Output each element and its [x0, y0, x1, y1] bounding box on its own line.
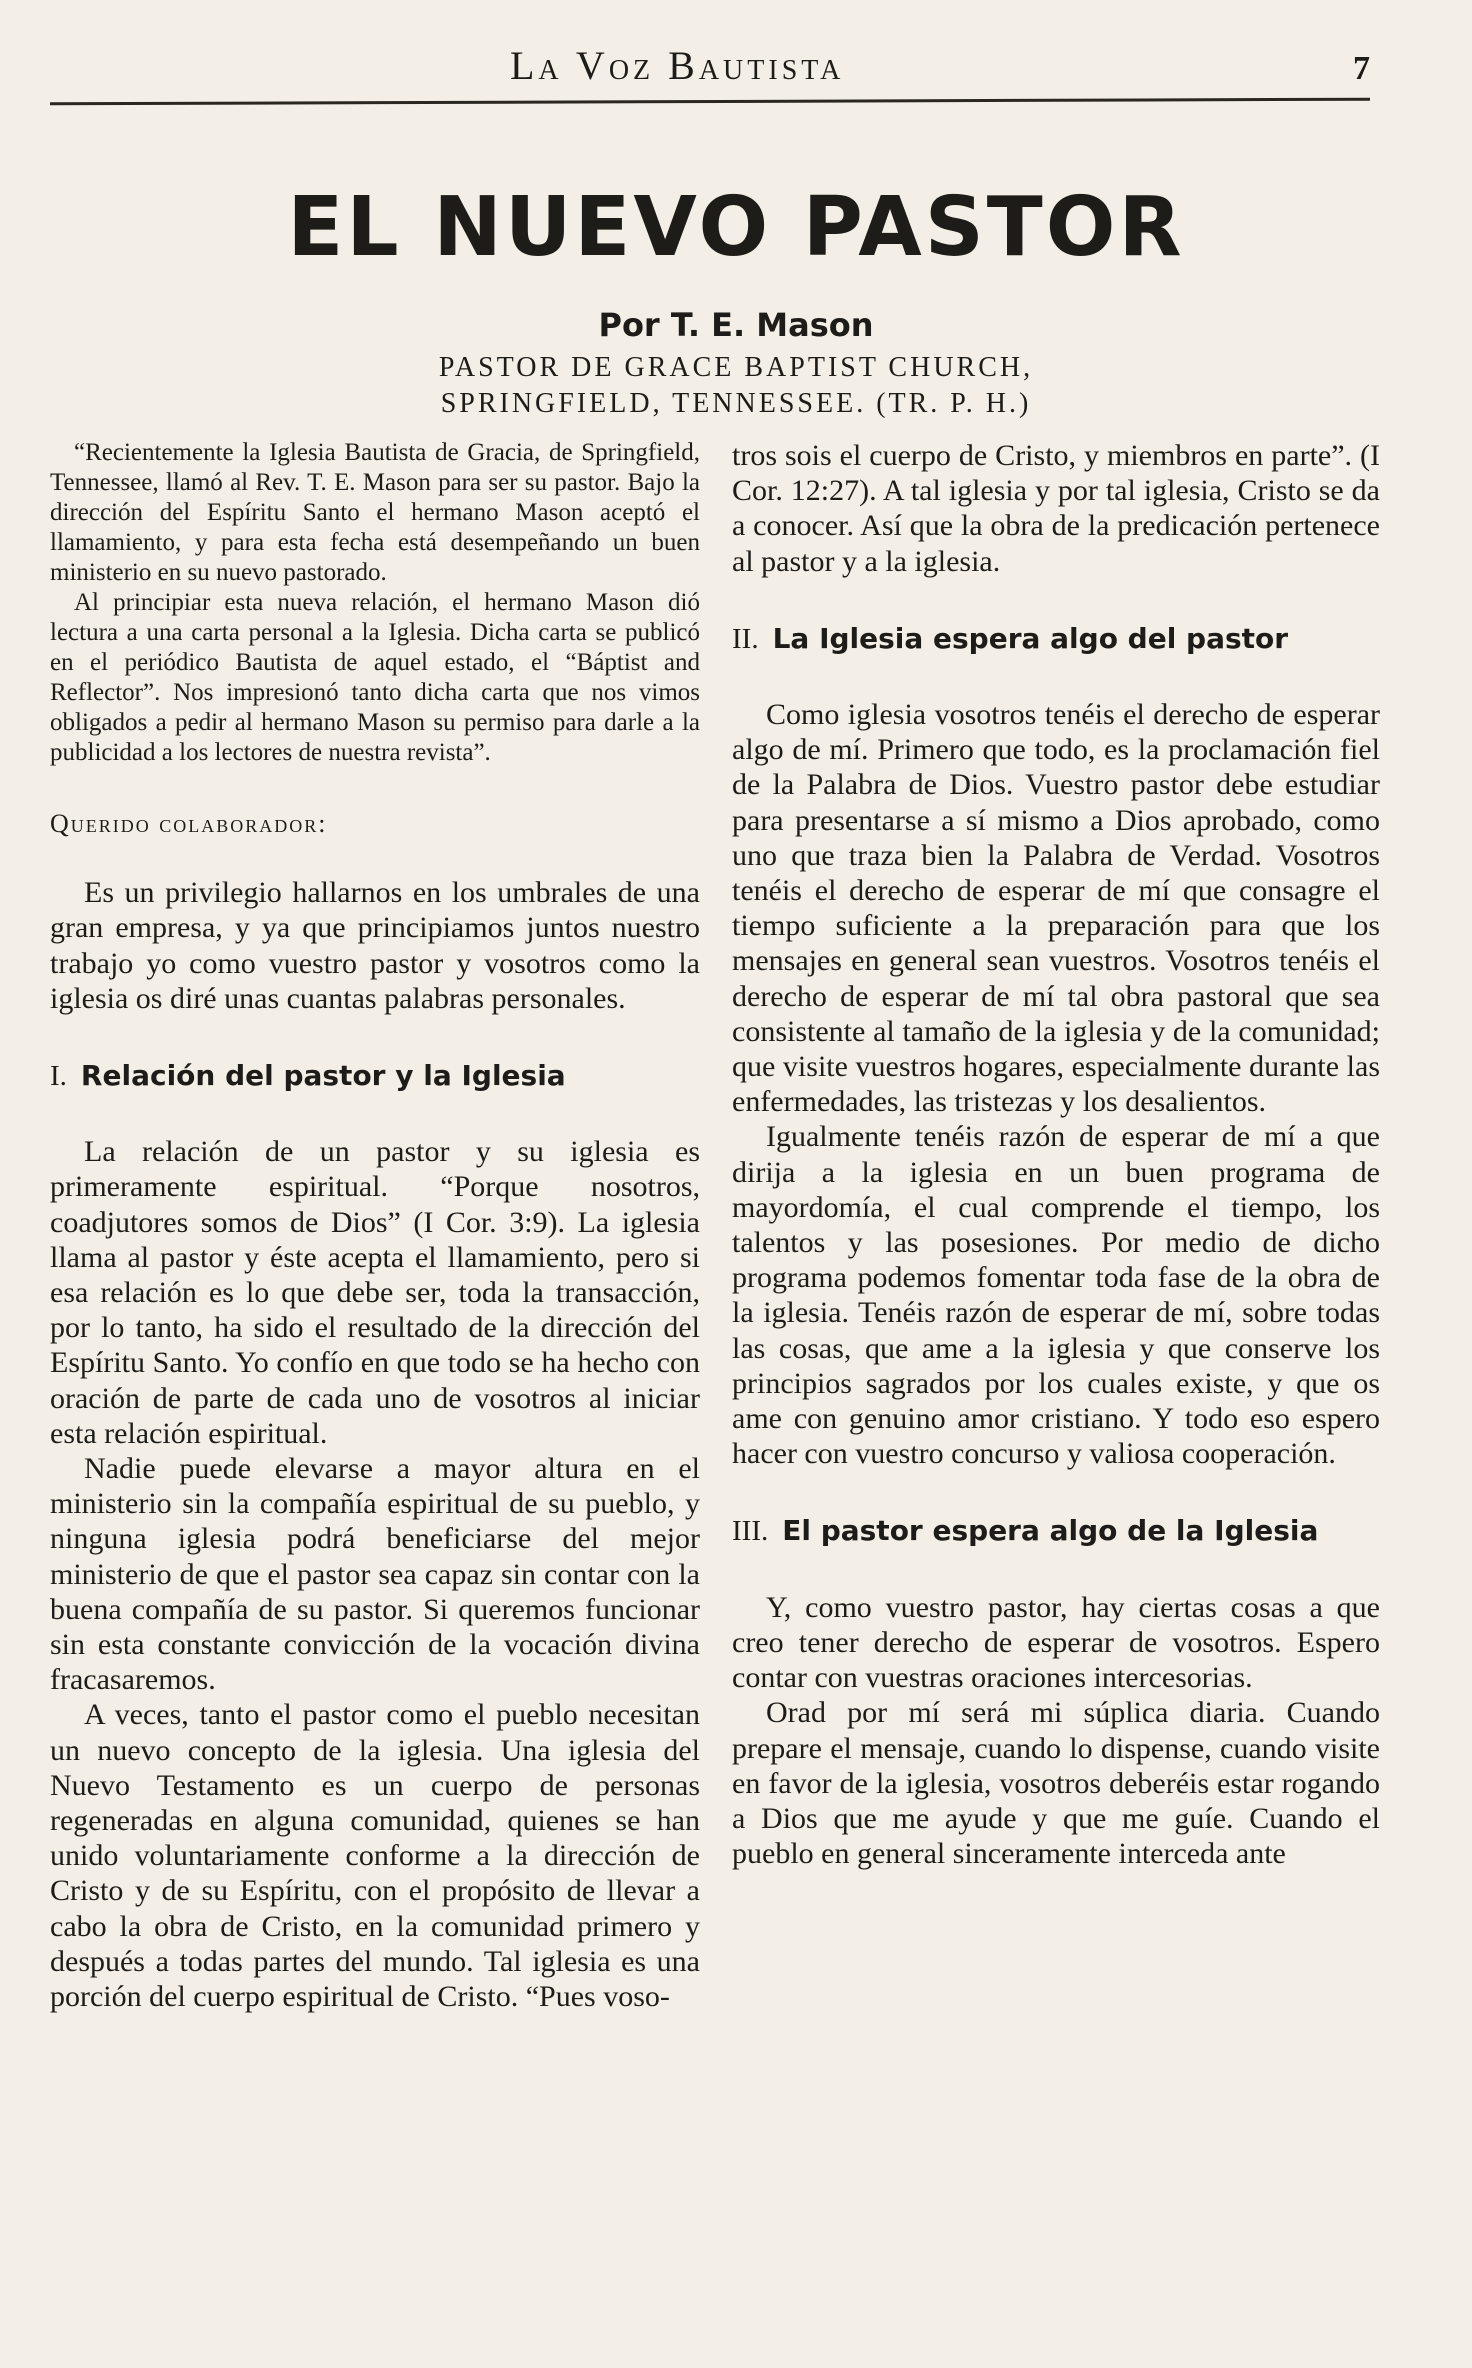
body-paragraph: Y, como vuestro pastor, hay ciertas cosas a que creo tener derecho de esperar de vosotros. Espero contar con vuestras oraciones intercesorias. [732, 1590, 1380, 1695]
body-paragraph-continued: tros sois el cuerpo de Cristo, y miembros en parte”. (I Cor. 12:27). A tal iglesia y por tal iglesia, Cristo se da a conocer. Así que la obra de la predicación pertenece al pastor y a la iglesia. [732, 439, 1380, 578]
intro-paragraph: “Recientemente la Iglesia Bautista de Gracia, de Springfield, Tennessee, llamó al Rev. T. E. Mason para ser su pastor. Bajo la dirección del Espíritu Santo el hermano Mason aceptó el llamamiento, y para esta fecha está desempeñando un buen ministerio en su nuevo pastorado. [50, 439, 700, 586]
running-title: La Voz Bautista [510, 43, 845, 88]
body-paragraph: A veces, tanto el pastor como el pueblo necesitan un nuevo concepto de la iglesia. Una iglesia del Nuevo Testamento es un cuerpo de personas regeneradas en alguna comunidad, quienes se han unido voluntariamente conforme a la dirección de Cristo y de su Espíritu, con el propósito de llevar a cabo la obra de Cristo, en la comunidad primero y después a todas partes del mundo. Tal iglesia es una porción del cuerpo espiritual de Cristo. “Pues voso- [50, 1698, 700, 2014]
section-heading [50, 1058, 700, 1094]
body-paragraph: Nadie puede elevarse a mayor altura en el ministerio sin la compañía espiritual de su pueblo, y ninguna iglesia podrá beneficiarse del mejor ministerio de que el pastor sea capaz sin contar con la buena compañía de su pastor. Si queremos funcionar sin esta constante convicción de la vocación divina fracasaremos. [50, 1452, 700, 1697]
body-paragraph: Igualmente tenéis razón de esperar de mí a que dirija a la iglesia en un buen programa de mayordomía, el cual comprende el tiempo, los talentos y las posesiones. Por medio de dicho programa podemos fomentar toda fase de la obra de la iglesia. Tenéis razón de esperar de mí, sobre todas las cosas, que ame a la iglesia y que conserve los principios sagrados por los cuales existe, y que os ame con genuino amor cristiano. Y todo eso espero hacer con vuestro concurso y valiosa cooperación. [732, 1120, 1380, 1471]
body-paragraph: La relación de un pastor y su iglesia es primeramente espiritual. “Porque nosotros, coadjutores somos de Dios” (I Cor. 3:9). La iglesia llama al pastor y éste acepta el llamamiento, pero si esa relación es lo que debe ser, toda la transacción, por lo tanto, ha sido el resultado de la dirección del Espíritu Santo. Yo confío en que todo se ha hecho con oración de parte de cada uno de vosotros al iniciar esta relación espiritual. [50, 1135, 700, 1450]
page-number: 7 [1353, 50, 1370, 87]
intro-paragraph: Al principiar esta nueva relación, el hermano Mason dió lectura a una carta personal a la Iglesia. Dicha carta se publicó en el periódico Bautista de aquel estado, el “Báptist and Reflector”. Nos impresionó tanto dicha carta que nos vimos obligados a pedir al hermano Mason su permiso para darle a la publicidad a los lectores de nuestra revista”. [50, 589, 700, 766]
section-number: II. [732, 622, 759, 655]
section-title: Relación del pastor y la Iglesia [80, 1059, 566, 1093]
body-paragraph: Orad por mí será mi súplica diaria. Cuando prepare el mensaje, cuando lo dispense, cuando visite en favor de la iglesia, vosotros deberéis estar rogando a Dios que me ayude y que me guíe. Cuando el pueblo en general sinceramente interceda ante [732, 1696, 1380, 1871]
salutation: Querido colaborador: [50, 809, 328, 838]
header-rule [50, 98, 1370, 106]
author-affiliation [0, 350, 1472, 422]
left-column [50, 438, 700, 2014]
affiliation-line: PASTOR DE GRACE BAPTIST CHURCH, [438, 352, 1034, 383]
section-title: El pastor espera algo de la Iglesia [782, 1514, 1319, 1548]
editor-introduction [50, 438, 700, 768]
section-heading [732, 621, 1380, 657]
page-header [50, 28, 1370, 108]
right-column [732, 438, 1380, 1871]
body-paragraph: Es un privilegio hallarnos en los umbrales de una gran empresa, y ya que principiamos juntos nuestro trabajo yo como vuestro pastor y vosotros como la iglesia os diré unas cuantas palabras personales. [50, 876, 700, 1015]
article-title: EL NUEVO PASTOR [287, 180, 1185, 275]
body-paragraph: Como iglesia vosotros tenéis el derecho de esperar algo de mí. Primero que todo, es la proclamación fiel de la Palabra de Dios. Vuestro pastor debe estudiar para presentarse a sí mismo a Dios aprobado, como uno que traza bien la Palabra de Verdad. Vosotros tenéis el derecho de esperar de mí que consagre el tiempo suficiente a la preparación para que los mensajes en general sean vuestros. Vosotros tenéis el derecho de esperar de mí tal obra pastoral que sea consistente al tamaño de la iglesia y de la comunidad; que visite vuestros hogares, especialmente durante las enfermedades, las tristezas y los desalientos. [732, 698, 1380, 1119]
section-title: La Iglesia espera algo del pastor [772, 621, 1289, 655]
affiliation-line: SPRINGFIELD, TENNESSEE. (TR. P. H.) [440, 388, 1032, 419]
section-number: III. [732, 1515, 769, 1548]
section-number: I. [50, 1060, 67, 1093]
byline: Por T. E. Mason [598, 306, 874, 344]
section-heading [732, 1513, 1380, 1549]
